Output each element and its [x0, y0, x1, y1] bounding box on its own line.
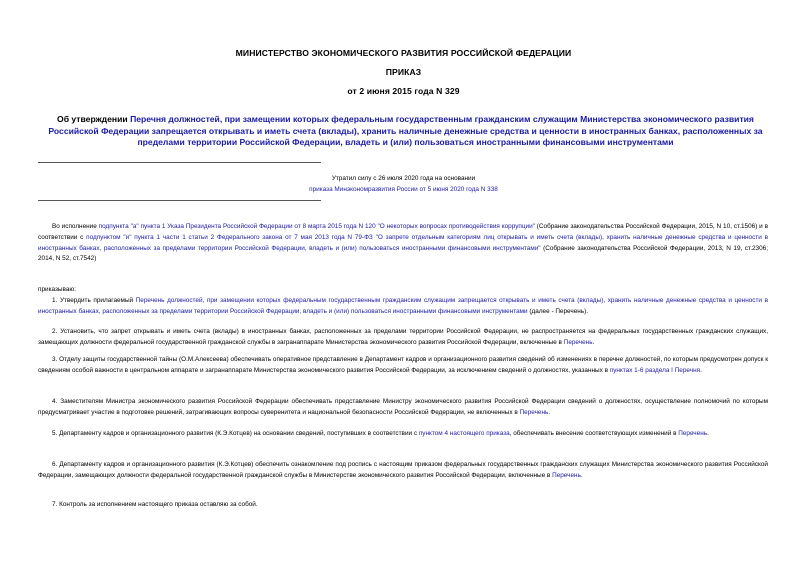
- item-6: [38, 460, 768, 482]
- title-link[interactable]: Перечня должностей, при замещении которых федеральным государственным гражданским служащим Министерства экономического развития Российской Федерации запрещается открывать и иметь счета (вклады), хранить наличные денежные средства и ценности в иностранных банках, расположенных за пределами территории Российской Федерации, владеть и (или) пользоваться иностранными финансовыми инструментами: [48, 114, 763, 148]
- preamble-link-decree[interactable]: подпункта "а" пункта 1 Указа Президента Российской Федерации от 8 марта 2015 года N 120 "О некоторых вопросах противодействия коррупции": [98, 223, 535, 230]
- item-text: 4. Заместителям Министра экономического развития Российской Федерации обеспечивать представление Министру экономического развития Российской Федерации сведений о должностях, осуществление полномочий по которым предусматривает участие в подготовке решений, затрагивающих вопросы суверенитета и национальной безопасности Российской Федерации, не включенных в: [38, 398, 768, 416]
- divider-top: [38, 162, 321, 163]
- item-1-link[interactable]: Перечень должностей, при замещении которых федеральным государственным гражданским служащим запрещается открывать и иметь счета (вклады), хранить наличные денежные средства и ценности в иностранных банках, расположенных за пределами территории Российской Федерации, владеть и (или) пользоваться иностранными финансовыми инструментами: [38, 297, 768, 315]
- item-text: , обеспечивать внесение соответствующих изменений в: [509, 430, 679, 437]
- item-text: 1. Утвердить прилагаемый: [52, 297, 136, 304]
- preamble: [38, 222, 768, 265]
- item-text: .: [700, 366, 702, 374]
- document-title: [38, 114, 773, 149]
- ministry-heading: МИНИСТЕРСТВО ЭКОНОМИЧЕСКОГО РАЗВИТИЯ РОССИЙСКОЙ ФЕДЕРАЦИИ: [235, 48, 572, 58]
- item-1: [38, 296, 768, 318]
- item-2: [38, 327, 768, 349]
- item-5-link-clause[interactable]: пунктом 4 настоящего приказа: [418, 430, 510, 437]
- status-line: Утратил силу с 26 июля 2020 года на основании: [331, 175, 476, 182]
- item-text: 2. Установить, что запрет открывать и иметь счета (вклады) в иностранных банках, расположенных за пределами территории Российской Федерации, не распространяется на федеральных государственных гражданских служащих, замещающих должности федеральной государственной гражданской службы в загранаппарате Министерства экономического развития Российской Федерации, включенные в: [38, 328, 768, 346]
- preamble-text: (Собрание законодательства Российской Федерации, 2015, N 10, ст.1506) и в соответствии с: [38, 223, 769, 241]
- item-text: .: [707, 430, 709, 437]
- item-2-link[interactable]: Перечень: [563, 338, 593, 346]
- preamble-text: Во исполнение: [52, 223, 99, 230]
- item-text: (далее - Перечень).: [527, 307, 589, 315]
- item-3-link[interactable]: пунктах 1-6 раздела I Перечня: [609, 366, 701, 374]
- divider-bottom: [38, 200, 321, 201]
- item-4: [38, 397, 768, 419]
- item-text: 7. Контроль за исполнением настоящего приказа оставляю за собой.: [52, 501, 258, 508]
- item-text: .: [592, 338, 595, 346]
- item-6-link[interactable]: Перечень: [552, 471, 581, 479]
- item-4-link[interactable]: Перечень: [519, 408, 549, 416]
- item-5-link-list[interactable]: Перечень: [678, 430, 708, 437]
- status-link[interactable]: приказа Минэкономразвития России от 5 июня 2020 года N 338: [309, 186, 498, 193]
- item-text: 6. Департаменту кадров и организационного развития (К.Э.Котцев) обеспечить ознакомление под роспись с настоящим приказом федеральных государственных гражданских служащих Министерства экономического развития Российской Федерации, замещающих должности федеральной государственной гражданской службы в Министерстве экономического развития Российской Федерации, включенные в: [38, 461, 768, 479]
- item-5: [38, 429, 768, 440]
- item-text: .: [548, 408, 551, 416]
- title-prefix: Об утверждении: [57, 114, 131, 124]
- preamble-link-law[interactable]: подпунктом "и" пункта 1 части 1 статьи 2 Федерального закона от 7 мая 2013 года N 79-ФЗ "О запрете отдельным категориям лиц открывать и иметь счета (вклады), хранить наличные денежные средства и ценности в иностранных банках, расположенных за пределами территории Российской Федерации, владеть и (или) пользоваться иностранными финансовыми инструментами": [38, 233, 768, 252]
- item-7: [38, 500, 768, 511]
- doc-date-number: от 2 июня 2015 года N 329: [347, 86, 460, 96]
- item-text: 3. Отделу защиты государственной тайны (О.М.Алексеева) обеспечивать оперативное представление в Департамент кадров и организационного развития сведений об изменениях в перечне должностей, по которым предусмотрен допуск к сведениям особой важности в центральном аппарате и загранаппарате Министерства экономического развития Российской Федерации, за исключением сведений о должностях, указанных в: [38, 356, 768, 374]
- doc-type-heading: ПРИКАЗ: [385, 67, 422, 77]
- item-text: .: [580, 471, 583, 479]
- order-word: приказываю:: [38, 286, 76, 293]
- preamble-text: (Собрание законодательства Российской Федерации, 2013, N 19, ст.2306; 2014, N 52, ст.7542): [38, 244, 768, 263]
- item-text: 5. Департаменту кадров и организационного развития (К.Э.Котцев) на основании сведений, поступивших в соответствии с: [52, 430, 419, 437]
- item-3: [38, 355, 768, 377]
